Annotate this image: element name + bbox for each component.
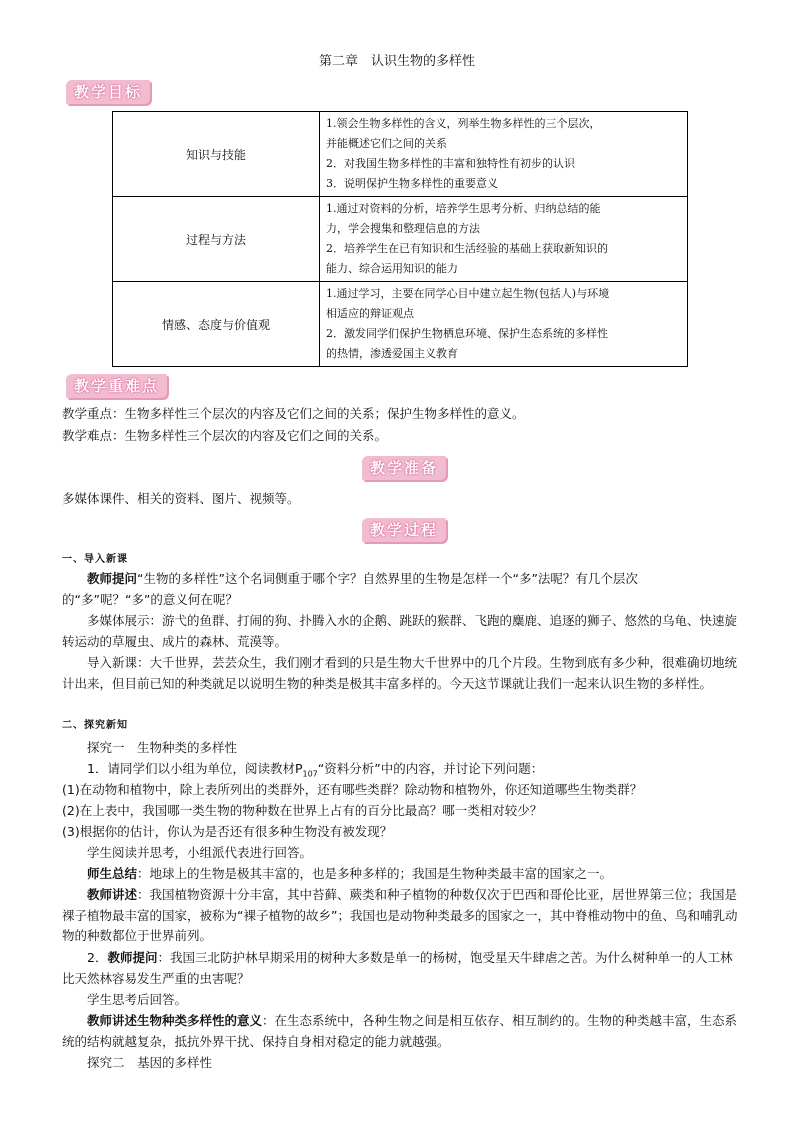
- summary-paragraph: [62, 864, 738, 885]
- section-heading: 一、导入新课: [62, 554, 128, 565]
- table-row: [113, 112, 688, 197]
- section-heading: 二、探究新知: [62, 720, 128, 731]
- page-ref: 107: [302, 769, 318, 779]
- goal-line: 能力、综合运用知识的能力: [326, 262, 458, 275]
- goal-line: 3．说明保护生物多样性的重要意义: [326, 177, 498, 190]
- paragraph-text: 1．请同学们以小组为单位，阅读教材P: [87, 761, 303, 776]
- goal-line: 1.通过对资料的分析，培养学生思考分析、归纳总结的能: [326, 202, 601, 215]
- goal-category: 知识与技能: [113, 112, 320, 197]
- goal-line: 的热情，渗透爱国主义教育: [326, 347, 458, 360]
- student-activity: 学生思考后回答。: [87, 992, 188, 1007]
- question-1b: (2)在上表中，我国哪一类生物的物种数在世界上占有的百分比最高？哪一类相对较少？: [62, 803, 543, 818]
- goal-line: 2．对我国生物多样性的丰富和独特性有初步的认识: [326, 157, 575, 170]
- explore-heading: 探究一 生物种类的多样性: [87, 740, 238, 755]
- speaker-label: 师生总结: [87, 866, 138, 881]
- teaching-prep-badge: 教学准备: [362, 456, 446, 480]
- teaching-difficulty: 教学难点：生物多样性三个层次的内容及它们之间的关系。: [62, 428, 388, 443]
- key-points-badge: 教学重难点: [66, 374, 167, 398]
- goal-description: [320, 197, 688, 282]
- teaching-process-badge: 教学过程: [362, 518, 446, 542]
- paragraph-text: ：在生态系统中，各种生物之间是相互依存、相互制约的。生物的种类越丰富，生态系统的结构就越复杂，抵抗外界干扰、保持自身相对稳定的能力就越强。: [62, 1013, 738, 1049]
- explore-heading: 探究二 基因的多样性: [87, 1055, 213, 1070]
- intro-paragraph: 导入新课：大千世界，芸芸众生，我们刚才看到的只是生物大千世界中的几个片段。生物到底有多少种，很难确切地统计出来，但目前已知的种类就足以说明生物的种类是极其丰富多样的。今天这节课就让我们一起来认识生物的多样性。: [62, 655, 738, 691]
- question-1a: (1)在动物和植物中，除上表所列出的类群外，还有哪些类群？除动物和植物外，你还知道哪些生物类群？: [62, 782, 643, 797]
- goal-line: 1.通过学习，主要在同学心目中建立起生物(包括人)与环境: [326, 287, 610, 300]
- goal-line: 2．培养学生在已有知识和生活经验的基础上获取新知识的: [326, 242, 608, 255]
- paragraph-text: ：地球上的生物是极其丰富的，也是多种多样的；我国是生物种类最丰富的国家之一。: [137, 866, 613, 881]
- goal-description: [320, 112, 688, 197]
- meaning-paragraph: [62, 1011, 738, 1052]
- goal-line: 相适应的辩证观点: [326, 307, 414, 320]
- teaching-focus: 教学重点：生物多样性三个层次的内容及它们之间的关系；保护生物多样性的意义。: [62, 406, 525, 421]
- speaker-label: 教师提问: [107, 950, 158, 965]
- paragraph-text: “生物的多样性”这个名词侧重于哪个字？自然界里的生物是怎样一个“多”法呢？有几个层次的“多”呢？“多”的意义何在呢？: [62, 571, 638, 607]
- media-display: 多媒体展示：游弋的鱼群、打闹的狗、扑腾入水的企鹅、跳跃的猴群、飞跑的麋鹿、追逐的狮子、悠然的乌龟、快速旋转运动的草履虫、成片的森林、荒漠等。: [62, 613, 738, 649]
- question-1c: (3)根据你的估计，你认为是否还有很多种生物没有被发现？: [62, 824, 393, 839]
- goal-line: 力，学会搜集和整理信息的方法: [326, 222, 480, 235]
- goal-line: 2．激发同学们保护生物栖息环境、保护生态系统的多样性: [326, 327, 608, 340]
- goal-category: 情感、态度与价值观: [113, 282, 320, 367]
- table-row: [113, 197, 688, 282]
- teaching-goals-table: [112, 111, 688, 367]
- page-title: 第二章 认识生物的多样性: [318, 54, 475, 69]
- lecture-paragraph: [62, 885, 738, 947]
- goal-line: 并能概述它们之间的关系: [326, 137, 447, 150]
- goal-category: 过程与方法: [113, 197, 320, 282]
- student-activity: 学生阅读并思考，小组派代表进行回答。: [87, 845, 313, 860]
- speaker-label: 教师提问: [87, 571, 138, 586]
- table-row: [113, 282, 688, 367]
- question-2: [62, 948, 738, 989]
- teaching-goals-badge: 教学目标: [66, 80, 150, 104]
- paragraph-text: 2．: [87, 950, 108, 965]
- speaker-label: 教师讲述: [87, 887, 138, 902]
- goal-line: 1.领会生物多样性的含义，列举生物多样性的三个层次，: [326, 117, 601, 130]
- speaker-label: 教师讲述生物种类多样性的意义: [87, 1013, 263, 1028]
- prep-text: 多媒体课件、相关的资料、图片、视频等。: [62, 491, 300, 506]
- paragraph-text: ：我国植物资源十分丰富，其中苔藓、蕨类和种子植物的种数仅次于巴西和哥伦比亚，居世界第三位；我国是裸子植物最丰富的国家，被称为“裸子植物的故乡”；我国也是动物种类最多的国家之一，其中脊椎动物中的鱼、鸟和哺乳动物的种数都位于世界前列。: [62, 887, 738, 944]
- paragraph-text: ：我国三北防护林早期采用的树种大多数是单一的杨树，饱受星天牛肆虐之苦。为什么树种单一的人工林比天然林容易发生严重的虫害呢？: [62, 950, 733, 986]
- teacher-question: [62, 569, 738, 610]
- paragraph-text: “资料分析”中的内容，并讨论下列问题：: [317, 761, 544, 776]
- goal-description: [320, 282, 688, 367]
